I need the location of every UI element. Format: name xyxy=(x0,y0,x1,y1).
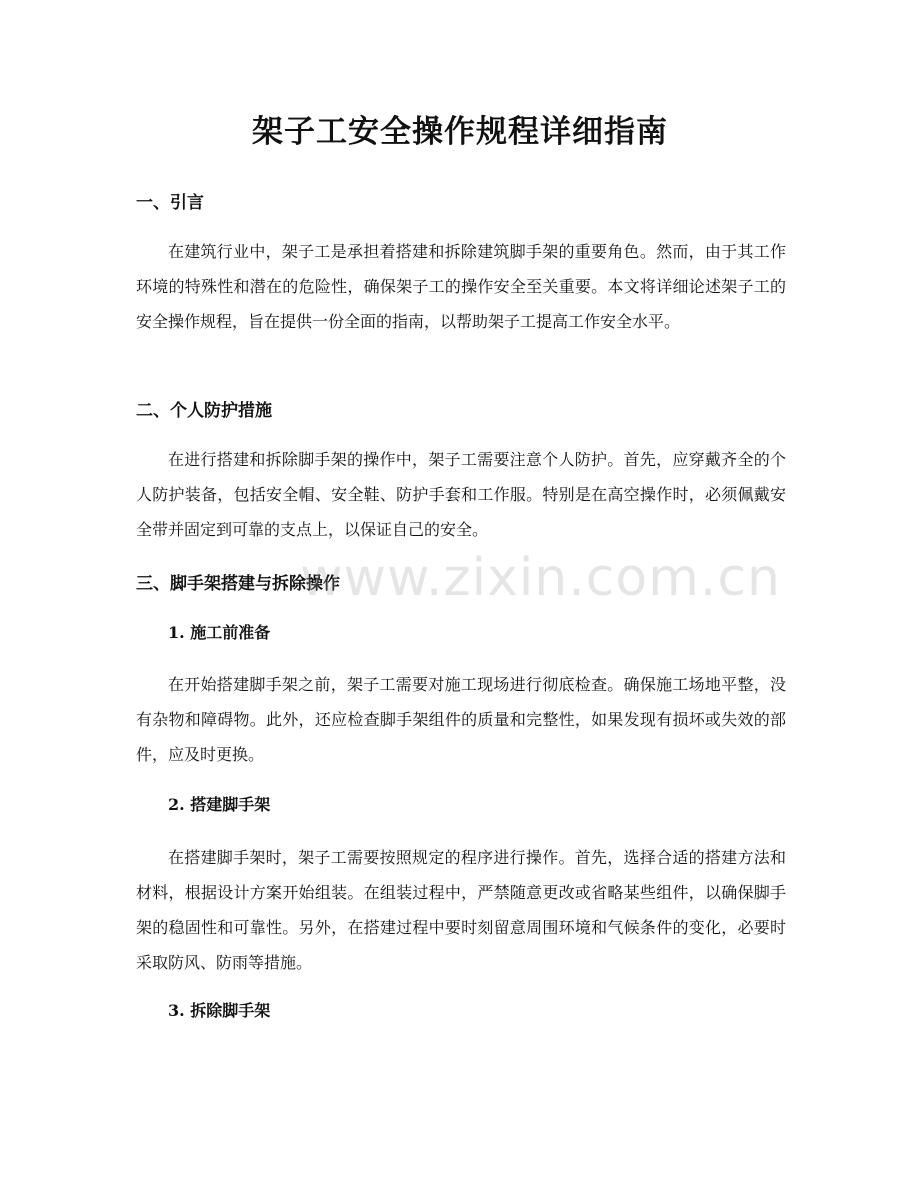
subsection-paragraph-preparation: 在开始搭建脚手架之前，架子工需要对施工现场进行彻底检查。确保施工场地平整，没有杂物和障碍物。此外，还应检查脚手架组件的质量和完整性，如果发现有损坏或失效的部件，应及时更换。 xyxy=(136,675,786,764)
subsection-title-dismantling: 3. 拆除脚手架 xyxy=(168,1001,271,1020)
subsection-paragraph-erection: 在搭建脚手架时，架子工需要按照规定的程序进行操作。首先，选择合适的搭建方法和材料，根据设计方案开始组装。在组装过程中，严禁随意更改或省略某些组件，以确保脚手架的稳固性和可靠性。另外，在搭建过程中要时刻留意周围环境和气候条件的变化，必要时采取防风、防雨等措施。 xyxy=(136,848,786,972)
subsection-title-preparation: 1. 施工前准备 xyxy=(168,623,271,642)
subsection-title-erection: 2. 搭建脚手架 xyxy=(168,795,271,814)
watermark: www.zixin.com.cn xyxy=(300,548,781,608)
section-heading-personal-protection: 二、个人防护措施 xyxy=(136,401,272,421)
section-heading-scaffold-operations: 三、脚手架搭建与拆除操作 xyxy=(136,574,340,594)
section-paragraph-personal-protection: 在进行搭建和拆除脚手架的操作中，架子工需要注意个人防护。首先，应穿戴齐全的个人防护装备，包括安全帽、安全鞋、防护手套和工作服。特别是在高空操作时，必须佩戴安全带并固定到可靠的支点上，以保证自己的安全。 xyxy=(136,450,786,539)
section-heading-introduction: 一、引言 xyxy=(136,193,204,213)
document-title: 架子工安全操作规程详细指南 xyxy=(252,114,668,150)
section-paragraph-introduction: 在建筑行业中，架子工是承担着搭建和拆除建筑脚手架的重要角色。然而，由于其工作环境的特殊性和潜在的危险性，确保架子工的操作安全至关重要。本文将详细论述架子工的安全操作规程，旨在提供一份全面的指南，以帮助架子工提高工作安全水平。 xyxy=(136,242,786,331)
